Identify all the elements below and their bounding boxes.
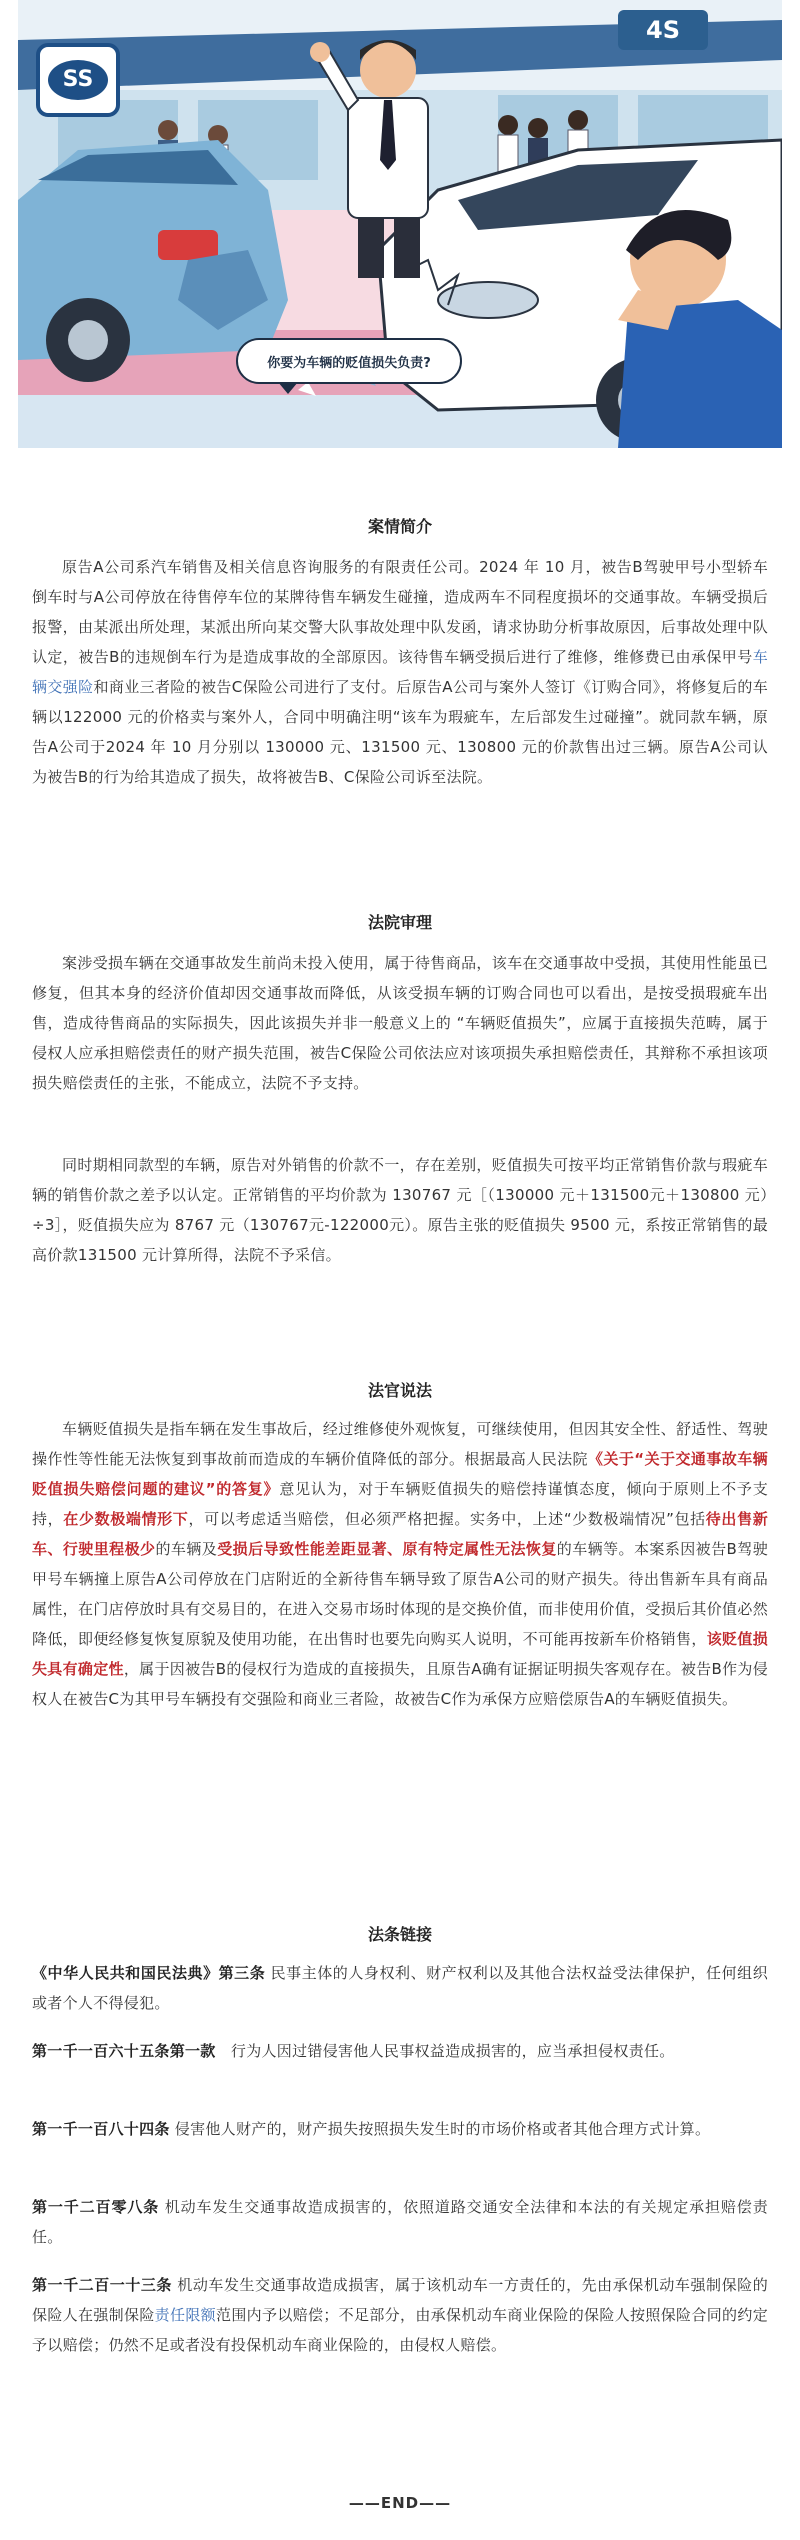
section-title-law-links: 法条链接 bbox=[367, 1925, 432, 1944]
law-article-3-title: 第一千一百八十四条 bbox=[32, 2120, 170, 2138]
judge-text-4: 的车辆及 bbox=[155, 1540, 218, 1558]
law-article-2-title: 第一千一百六十五条第一款 bbox=[32, 2042, 216, 2060]
case-summary-text-a: 原告A公司系汽车销售及相关信息咨询服务的有限责任公司。2024 年 10 月，被告B驾驶甲号小型轿车倒车时与A公司停放在待售停车位的某牌待售车辆发生碰撞，造成两车不同程度损坏的交通事故。车辆受损后报警，由某派出所处理，某派出所向某交警大队事故处理中队发函，请求协助分析事故原因，后事故处理中队认定，被告B的违规倒车行为是造成事故的全部原因。该待售车辆受损后进行了维修，维修费已由承保甲号 bbox=[32, 558, 768, 666]
judge-highlight-1: 《关于“关于交通事故车辆贬值损失赔偿问题的建议”的答复》 bbox=[32, 1450, 768, 1498]
law-article-2-text: 行为人因过错侵害他人民事权益造成损害的，应当承担侵权责任。 bbox=[215, 2042, 675, 2060]
law-article-2 bbox=[32, 2036, 768, 2066]
law-article-5-title: 第一千二百一十三条 bbox=[32, 2276, 172, 2294]
law-article-1 bbox=[32, 1958, 768, 2018]
judge-text-1: 车辆贬值损失是指车辆在发生事故后，经过维修使外观恢复，可继续使用，但因其安全性、舒适性、驾驶操作性等性能无法恢复到事故前而造成的车辆价值降低的部分。根据最高人民法院 bbox=[32, 1420, 768, 1468]
end-marker: ——END—— bbox=[348, 2494, 452, 2512]
logo-badge: SS bbox=[62, 67, 94, 92]
judge-highlight-3: 待出售新车、行驶里程极少 bbox=[32, 1510, 769, 1558]
case-summary-text-b: 和商业三者险的被告C保险公司进行了支付。后原告A公司与案外人签订《订购合同》，将修复后的车辆以122000 元的价格卖与案外人，合同中明确注明“该车为瑕疵车，左后部发生过碰撞”。就同款车辆，原告A公司于2024 年 10 月分别以 130000 元、131500 元、130800 元的价款售出过三辆。原告A公司认为被告B的行为给其造成了损失，故将被告B、C保险公司诉至法院。 bbox=[32, 678, 769, 786]
case-summary-paragraph bbox=[32, 552, 768, 792]
section-title-judge-comment: 法官说法 bbox=[367, 1381, 432, 1400]
judge-text-3: ，可以考虑适当赔偿，但必须严格把握。实务中，上述“少数极端情况”包括 bbox=[188, 1510, 706, 1528]
section-title-case-summary: 案情简介 bbox=[367, 517, 432, 536]
liability-limit-link[interactable]: 责任限额 bbox=[154, 2306, 217, 2324]
law-article-1-title: 《中华人民共和国民法典》第三条 bbox=[32, 1964, 266, 1982]
judge-highlight-4: 受损后导致性能差距显著、原有特定属性无法恢复 bbox=[217, 1540, 557, 1558]
section-title-court-review: 法院审理 bbox=[367, 913, 432, 932]
law-article-4-title: 第一千二百零八条 bbox=[32, 2198, 160, 2216]
law-article-5-text-b: 范围内予以赔偿；不足部分，由承保机动车商业保险的保险人按照保险合同的约定予以赔偿；仍然不足或者没有投保机动车商业保险的，由侵权人赔偿。 bbox=[32, 2306, 768, 2354]
judge-text-6: ，属于因被告B的侵权行为造成的直接损失，且原告A确有证据证明损失客观存在。被告B作为侵权人在被告C为其甲号车辆投有交强险和商业三者险，故被告C作为承保方应赔偿原告A的车辆贬值损失。 bbox=[32, 1660, 768, 1708]
judge-highlight-5: 该贬值损失具有确定性 bbox=[32, 1630, 768, 1678]
law-article-4-text: 机动车发生交通事故造成损害的，依照道路交通安全法律和本法的有关规定承担赔偿责任。 bbox=[32, 2198, 768, 2246]
judge-comment-paragraph bbox=[32, 1414, 768, 1714]
judge-text-5: 的车辆等。本案系因被告B驾驶甲号车辆撞上原告A公司停放在门店附近的全新待售车辆导致了原告A公司的财产损失。待出售新车具有商品属性，在门店停放时具有交易目的，在进入交易市场时体现的是交换价值，而非使用价值，受损后其价值必然降低，即便经修复恢复原貌及使用功能，在出售时也要先向购买人说明，不可能再按新车价格销售， bbox=[32, 1540, 769, 1648]
law-article-4 bbox=[32, 2192, 768, 2252]
court-review-paragraph-1: 案涉受损车辆在交通事故发生前尚未投入使用，属于待售商品，该车在交通事故中受损，其使用性能虽已修复，但其本身的经济价值却因交通事故而降低，从该受损车辆的订购合同也可以看出，是按受损瑕疵车出售，造成待售商品的实际损失，因此该损失并非一般意义上的 “车辆贬值损失”，应属于直接损失范畴，属于侵权人应承担赔偿责任的财产损失范围，被告C保险公司依法应对该项损失承担赔偿责任，其辩称不承担该项损失赔偿责任的主张，不能成立，法院不予支持。 bbox=[32, 954, 768, 1092]
store-sign: 4S bbox=[646, 16, 680, 44]
law-article-3 bbox=[32, 2114, 768, 2144]
speech-bubble: 你要为车辆的贬值损失负责? bbox=[236, 338, 462, 384]
hero-illustration bbox=[18, 0, 782, 448]
law-article-5-text-a: 机动车发生交通事故造成损害，属于该机动车一方责任的，先由承保机动车强制保险的保险人在强制保险 bbox=[32, 2276, 768, 2324]
compulsory-insurance-link[interactable]: 车辆交强险 bbox=[32, 648, 768, 696]
judge-text-2: 意见认为，对于车辆贬值损失的赔偿持谨慎态度，倾向于原则上不予支持， bbox=[32, 1480, 768, 1528]
judge-highlight-2: 在少数极端情形下 bbox=[63, 1510, 189, 1528]
law-article-5 bbox=[32, 2270, 768, 2360]
law-article-1-text: 民事主体的人身权利、财产权利以及其他合法权益受法律保护，任何组织或者个人不得侵犯。 bbox=[32, 1964, 768, 2012]
court-review-paragraph-2: 同时期相同款型的车辆，原告对外销售的价款不一，存在差别，贬值损失可按平均正常销售价款与瑕疵车辆的销售价款之差予以认定。正常销售的平均价款为 130767 元［（130000 元＋131500元＋130800 元）÷3］，贬值损失应为 8767 元（130767元-122000元）。原告主张的贬值损失 9500 元，系按正常销售的最高价款131500 元计算所得，法院不予采信。 bbox=[32, 1156, 768, 1264]
law-article-3-text: 侵害他人财产的，财产损失按照损失发生时的市场价格或者其他合理方式计算。 bbox=[169, 2120, 711, 2138]
